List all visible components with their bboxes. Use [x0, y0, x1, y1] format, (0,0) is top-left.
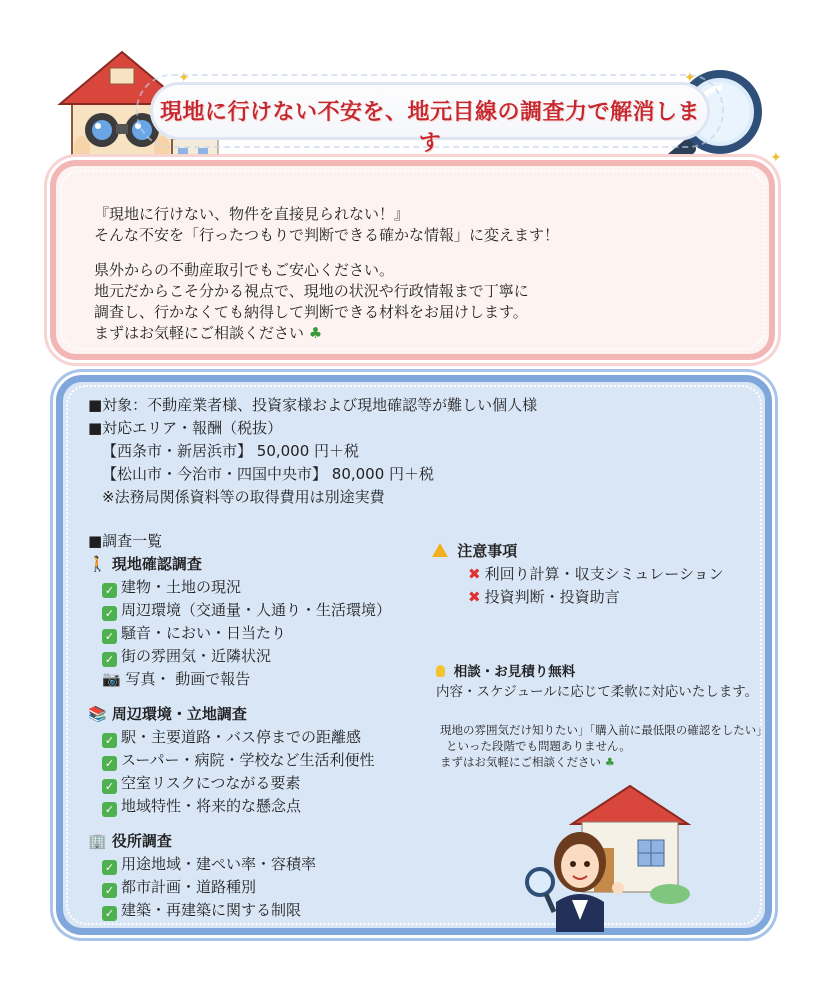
intro-line: 県外からの不動産取引でもご安心ください。 [94, 261, 395, 279]
list-item: ✓ 騒音・におい・日当たり [88, 622, 391, 645]
list-item: ✓ 駅・主要道路・バス停までの距離感 [88, 726, 391, 749]
camera-icon: 📷 [102, 670, 121, 688]
consultant-woman-illustration [520, 782, 700, 932]
consult-note [440, 722, 768, 770]
list-item: ✓ 空室リスクにつながる要素 [88, 772, 391, 795]
check-icon: ✓ [102, 860, 117, 875]
caution-title-row [432, 540, 724, 563]
cross-icon: ✖ [468, 588, 481, 606]
area-survey-title-row [88, 703, 391, 726]
list-item: ✓ 建築・再建築に関する制限 [88, 899, 391, 922]
list-item: ✓ 都市計画・道路種別 [88, 876, 391, 899]
consult-title-row [436, 662, 758, 682]
list-item: ✓ 周辺環境（交通量・人通り・生活環境） [88, 599, 391, 622]
clover-icon: ♣ [604, 755, 615, 769]
fee-area-1: 【西条市・新居浜市】 50,000 円＋税 [102, 442, 360, 460]
area-survey-title: 周辺環境・立地調査 [111, 705, 247, 723]
site-survey-title: 現地確認調査 [111, 555, 202, 573]
check-icon: ✓ [102, 652, 117, 667]
list-item: ✓ 地域特性・将来的な懸念点 [88, 795, 391, 818]
list-item: ✓ スーパー・病院・学校など生活利便性 [88, 749, 391, 772]
consult-note-line: 現地の雰囲気だけ知りたい」「購入前に最低限の確認をしたい」 [440, 723, 768, 737]
intro-line: 地元だからこそ分かる視点で、現地の状況や行政情報まで丁寧に [94, 282, 529, 300]
consult-note-line: まずはお気軽にご相談ください [440, 755, 601, 769]
list-item: ✖ 投資判断・投資助言 [468, 588, 620, 606]
office-survey-title-row [88, 830, 391, 853]
warning-icon [432, 543, 448, 557]
building-icon: 🏢 [88, 832, 107, 850]
walking-person-icon: 🚶 [88, 555, 107, 573]
site-survey-title-row [88, 553, 391, 576]
check-icon: ✓ [102, 802, 117, 817]
check-icon: ✓ [102, 733, 117, 748]
page-title: 現地に行けない不安を、地元目線の調査力で解消します [159, 100, 700, 156]
report-text: 写真・ 動画で報告 [125, 670, 251, 688]
books-icon: 📚 [88, 705, 107, 723]
intro-line: 『現地に行けない、物件を直接見られない！』 [94, 205, 410, 223]
caution-section [432, 540, 724, 609]
caution-title: 注意事項 [457, 542, 518, 560]
check-icon: ✓ [102, 756, 117, 771]
check-icon: ✓ [102, 779, 117, 794]
consult-title: 相談・お見積り無料 [453, 664, 576, 680]
consult-text: 内容・スケジュールに応じて柔軟に対応いたします。 [436, 684, 759, 700]
fee-area-2: 【松山市・今治市・四国中央市】 80,000 円＋税 [102, 465, 435, 483]
list-item: ✖ 利回り計算・収支シミュレーション [468, 565, 724, 583]
fee-note: ※法務局関係資料等の取得費用は別途実費 [102, 488, 385, 506]
consult-note-line: といった段階でも問題ありません。 [446, 739, 631, 753]
consult-section [436, 662, 758, 702]
survey-heading: ■調査一覧 [88, 532, 163, 550]
consult-note-line-row [440, 754, 768, 770]
intro-line: まずはお気軽にご相談ください [94, 324, 305, 342]
office-survey-title: 役所調査 [111, 832, 172, 850]
sparkle-icon: ✦ [770, 150, 782, 166]
report-line [88, 668, 391, 691]
check-icon: ✓ [102, 629, 117, 644]
fees-heading: ■対応エリア・報酬（税抜） [88, 419, 283, 437]
header-banner [150, 82, 710, 156]
list-item: ✓ 街の雰囲気・近隣状況 [88, 645, 391, 668]
intro-box [50, 160, 775, 360]
lightbulb-icon [436, 665, 445, 677]
check-icon: ✓ [102, 883, 117, 898]
intro-line-with-icon [94, 323, 559, 344]
clover-icon: ♣ [308, 324, 323, 342]
check-icon: ✓ [102, 906, 117, 921]
intro-line: そんな不安を「行ったつもりで判断できる確かな情報」に変えます！ [94, 226, 560, 244]
target-line: ■対象：不動産業者様、投資家様および現地確認等が難しい個人様 [88, 396, 538, 414]
target-section [88, 394, 537, 509]
cross-icon: ✖ [468, 565, 481, 583]
check-icon: ✓ [102, 606, 117, 621]
intro-text [94, 204, 559, 344]
list-item: ✓ 建物・土地の現況 [88, 576, 391, 599]
check-icon: ✓ [102, 583, 117, 598]
intro-line: 調査し、行かなくても納得して判断できる材料をお届けします。 [94, 303, 528, 321]
survey-section [88, 530, 391, 922]
list-item: ✓ 用途地域・建ぺい率・容積率 [88, 853, 391, 876]
